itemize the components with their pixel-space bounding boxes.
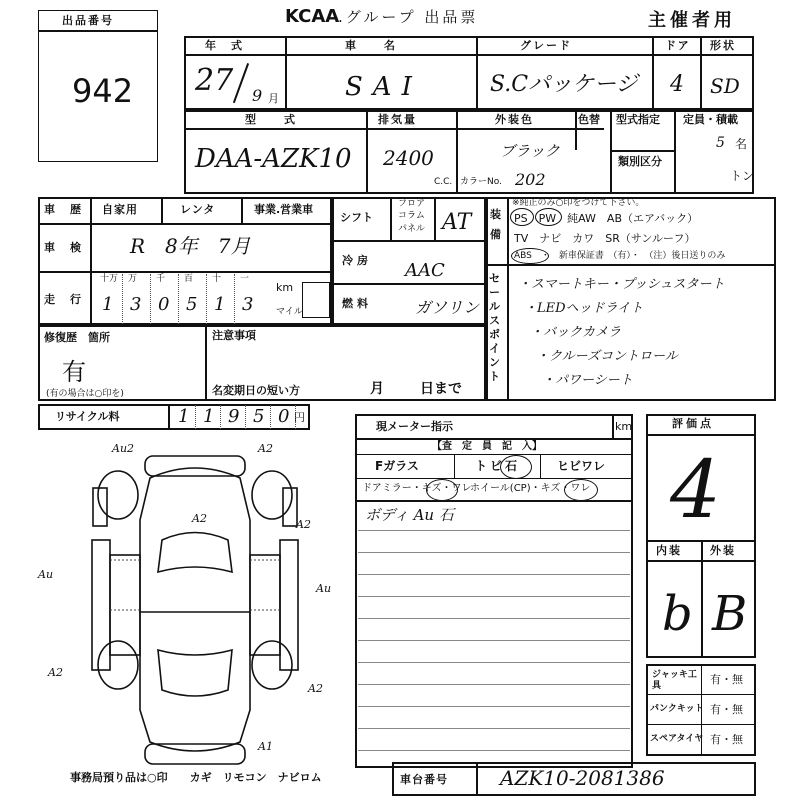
mileage-label: 走 行	[44, 293, 83, 306]
ac-value: AAC	[405, 260, 445, 281]
repair-label: 修復歴 箇所	[44, 331, 110, 344]
inspection-label: 車 検	[44, 241, 83, 254]
grade-value: S.Cパッケージ	[490, 72, 638, 97]
year-label: 年 式	[205, 39, 244, 52]
equipment-line3: ABS ・ 新車保証書 （有）・ （注）後日送りのみ	[514, 251, 726, 261]
damage-mark-rear-left: A2	[48, 666, 63, 679]
sales-point-item: ・バックカメラ	[530, 325, 622, 340]
chassis-label: 車台番号	[400, 773, 448, 786]
office-note: 事務局預り品は○印 カギ リモコン ナビロム	[70, 771, 322, 784]
tobiishi: トビ石	[475, 459, 521, 473]
equipment-label: 装備	[490, 208, 503, 241]
mileage-unit-4: 十	[212, 274, 222, 284]
mileage-km: km	[276, 281, 294, 294]
name-change-day: 日まで	[420, 381, 462, 397]
recycle-digit-4: 0	[278, 406, 290, 427]
damage-mark-right: Au	[316, 582, 332, 595]
header-title: .グループ 出品票	[338, 8, 479, 26]
spare-value: 有・無	[710, 733, 743, 746]
displacement-unit: C.C.	[434, 177, 453, 187]
damage-mark-front-left: Au2	[112, 442, 135, 455]
wheel: ホイール(CP)・キズ・ワレ	[470, 483, 591, 494]
fuel-label: 燃料	[342, 297, 372, 310]
damage-mark-left: Au	[38, 568, 54, 581]
year-value: 27	[195, 63, 234, 98]
displacement-label: 排気量	[378, 113, 417, 126]
ac-label: 冷房	[342, 254, 372, 267]
notes-label: 注意事項	[212, 329, 256, 342]
damage-mark-front-right: A2	[258, 442, 273, 455]
capacity-tons-unit: トン	[730, 169, 755, 183]
recycle-digit-3: 5	[253, 406, 265, 427]
fuel-value: ガソリン	[415, 298, 480, 317]
history-opt3: 事業.営業車	[254, 203, 314, 216]
sales-points-label: セールスポイント	[489, 272, 500, 383]
mileage-digit-2: 0	[158, 294, 170, 315]
repair-note: (有の場合は○印を)	[46, 389, 124, 399]
score-label: 評価点	[672, 417, 714, 430]
sales-point-item: ・クルーズコントロール	[536, 349, 678, 364]
jack-label: ジャッキ工具	[652, 670, 697, 691]
model-designation-label: 型式指定	[616, 113, 660, 126]
shift-opt-column: コラム	[398, 211, 425, 221]
mileage-digit-3: 5	[186, 294, 198, 315]
repair-value: 有	[62, 358, 86, 386]
doors-value: 4	[670, 72, 684, 97]
capacity-label: 定員・積載	[683, 113, 738, 126]
damage-mark-rear-right: A2	[308, 682, 323, 695]
exterior-color-label: 外装色	[495, 113, 534, 126]
history-opt1: 自家用	[102, 203, 138, 216]
interior-label: 内装	[656, 544, 682, 557]
exterior-color-value: ブラック	[500, 142, 560, 160]
puncture-value: 有・無	[710, 703, 743, 716]
repaint-label: 色替	[578, 113, 600, 126]
mileage-mile: マイル	[276, 307, 303, 317]
mileage-digit-4: 1	[214, 294, 226, 315]
inspector-remark: ボディ Au 石	[365, 506, 454, 524]
model-value: DAA-AZK10	[195, 144, 352, 174]
exterior-value: B	[712, 586, 748, 642]
interior-value: b	[662, 586, 693, 642]
shift-opt-panel: パネル	[398, 224, 426, 234]
damage-mark-rear-bumper: A1	[258, 740, 273, 753]
equipment-line2: TV ナビ カワ SR（サンルーフ）	[514, 232, 696, 245]
inspection-value: R 8年 7月	[130, 234, 251, 258]
recycle-digit-1: 1	[203, 406, 215, 427]
car-name-value: SAI	[345, 72, 422, 102]
model-label: 型 式	[245, 113, 297, 126]
recycle-digit-0: 1	[178, 406, 190, 427]
damage-mark-hood: A2	[192, 512, 207, 525]
chassis-value: AZK10-2081386	[500, 766, 665, 790]
sales-point-item: ・パワーシート	[542, 373, 633, 388]
sales-point-item: ・LEDヘッドライト	[524, 301, 644, 316]
car-name-label: 車 名	[345, 39, 397, 52]
mileage-unit-3: 百	[184, 274, 194, 284]
grade-label: グレード	[520, 39, 572, 52]
mileage-unit-2: 千	[156, 274, 166, 284]
sales-point-item: ・スマートキー・プッシュスタート	[518, 277, 725, 292]
mileage-unit-1: 万	[128, 274, 138, 284]
equipment-note: ※純正のみ○印をつけて下さい。	[512, 198, 645, 208]
category-label: 類別区分	[618, 155, 662, 168]
meter-label: 現メーター指示	[376, 420, 453, 433]
damage-mark-right-front: A2	[296, 518, 311, 531]
body-type-label: 形状	[710, 39, 736, 52]
inspector-title: 【査 定 員 記 入】	[432, 441, 542, 452]
lot-label: 出品番号	[62, 14, 114, 27]
shift-label: シフト	[340, 211, 373, 224]
recycle-label: リサイクル料	[55, 410, 120, 423]
history-opt2: レンタ	[180, 203, 216, 216]
capacity-persons-unit: 名	[735, 137, 748, 151]
spare-label: スペアタイヤ	[650, 734, 704, 744]
score-value: 4	[670, 443, 721, 536]
copy-type: 主催者用	[648, 10, 736, 31]
capacity-persons: 5	[716, 135, 725, 151]
exterior-label: 外装	[710, 544, 736, 557]
year-month: 9	[252, 86, 263, 105]
mileage-unit-5: 一	[240, 274, 250, 284]
shift-value: AT	[442, 210, 472, 235]
mileage-unit-0: 十万	[100, 274, 119, 284]
logo: KCAA	[285, 6, 340, 27]
shift-opt-floor: フロア	[398, 199, 426, 209]
history-label: 車 歴	[44, 203, 83, 216]
mileage-digit-0: 1	[102, 294, 114, 315]
year-unit: 月	[268, 92, 279, 105]
displacement-value: 2400	[383, 146, 434, 170]
doors-label: ドア	[665, 39, 691, 52]
f-glass: Fガラス	[375, 459, 419, 473]
meter-unit: km	[615, 420, 633, 433]
jack-value: 有・無	[710, 673, 743, 686]
body-type-value: SD	[710, 74, 740, 98]
puncture-label: パンクキット	[650, 704, 704, 714]
mileage-digit-5: 3	[242, 294, 254, 315]
door-mirror: ドアミラー・キズ・ワレ	[362, 483, 472, 494]
name-change-month: 月	[370, 381, 384, 397]
mileage-digit-1: 3	[130, 294, 142, 315]
lot-number: 942	[72, 72, 134, 110]
recycle-unit: 円	[294, 411, 305, 424]
color-no-label: カラーNo.	[460, 177, 502, 187]
equipment-line1: PS PW 純AW AB（エアバック）	[514, 212, 699, 225]
hibiware: ヒビワレ	[557, 459, 606, 473]
name-change-label: 名変期日の短い方	[212, 384, 300, 397]
color-no-value: 202	[515, 170, 546, 189]
recycle-digit-2: 9	[228, 406, 240, 427]
